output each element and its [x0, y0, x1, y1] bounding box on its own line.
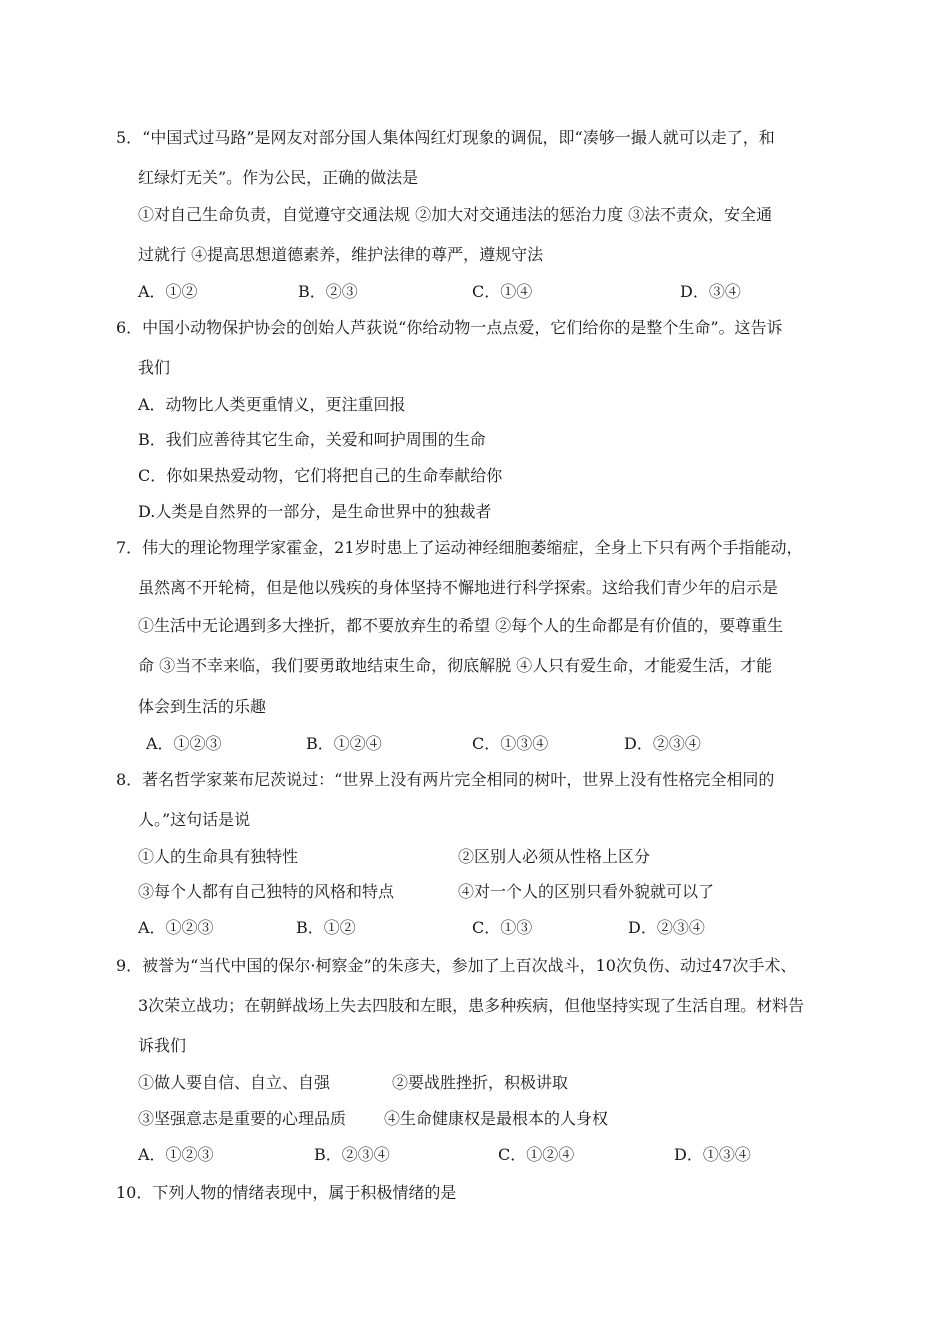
option-b: B．②③④ — [314, 1145, 390, 1164]
statement-line: 命 ③当不幸来临，我们要勇敢地结束生命，彻底解脱 ④人只有爱生命，才能爱生活，才能 — [138, 656, 773, 675]
option-c: C．①④ — [472, 282, 533, 301]
statement-3: ③每个人都有自己独特的风格和特点 — [138, 882, 395, 901]
statement-4: ④生命健康权是最根本的人身权 — [384, 1109, 609, 1128]
question-stem-line: 诉我们 — [138, 1036, 187, 1055]
option-a: A．①②③ — [138, 1145, 214, 1164]
option-c: C．①②④ — [498, 1145, 575, 1164]
question-stem-line: 5．“中国式过马路”是网友对部分国人集体闯红灯现象的调侃，即“凑够一撮人就可以走了，和 — [116, 128, 775, 147]
option-d: D．③④ — [680, 282, 741, 301]
statement-line: ①生活中无论遇到多大挫折，都不要放弃生的希望 ②每个人的生命都是有价值的，要尊重生 — [138, 616, 784, 635]
statement-3: ③坚强意志是重要的心理品质 — [138, 1109, 347, 1128]
option-a: A．①②③ — [138, 918, 214, 937]
statement-2: ②要战胜挫折，积极讲取 — [392, 1073, 569, 1092]
choice-d: D.人类是自然界的一部分，是生命世界中的独裁者 — [138, 502, 492, 521]
statement-line: ①对自己生命负责，自觉遵守交通法规 ②加大对交通违法的惩治力度 ③法不责众，安全通 — [138, 205, 773, 224]
statement-2: ②区别人必须从性格上区分 — [458, 847, 651, 866]
option-c: C．①③④ — [472, 734, 549, 753]
option-b: B．①②④ — [306, 734, 382, 753]
choice-c: C．你如果热爱动物，它们将把自己的生命奉献给你 — [138, 466, 503, 485]
question-stem-line: 10．下列人物的情绪表现中，属于积极情绪的是 — [116, 1183, 457, 1202]
option-a: A．①②③ — [146, 734, 222, 753]
option-d: D．②③④ — [628, 918, 705, 937]
option-d: D．②③④ — [624, 734, 701, 753]
statement-1: ①人的生命具有独特性 — [138, 847, 299, 866]
choice-b: B．我们应善待其它生命，关爱和呵护周围的生命 — [138, 430, 486, 449]
question-stem-line: 9．被誉为“当代中国的保尔·柯察金”的朱彦夫，参加了上百次战斗，10次负伤、动过47次手术、 — [116, 956, 797, 975]
choice-a: A．动物比人类更重情义，更注重回报 — [138, 395, 406, 414]
statement-line: 过就行 ④提高思想道德素养，维护法律的尊严，遵规守法 — [138, 245, 544, 264]
statement-line: 体会到生活的乐趣 — [138, 697, 267, 716]
question-stem-line: 3次荣立战功；在朝鲜战场上失去四肢和左眼，患多种疾病，但他坚持实现了生活自理。材料告 — [138, 996, 805, 1015]
question-stem-line: 6．中国小动物保护协会的创始人芦荻说“你给动物一点点爱，它们给你的是整个生命”。这告诉 — [116, 318, 783, 337]
option-a: A．①② — [138, 282, 198, 301]
question-stem-line: 虽然离不开轮椅，但是他以残疾的身体坚持不懈地进行科学探索。这给我们青少年的启示是 — [138, 578, 779, 597]
option-d: D．①③④ — [674, 1145, 751, 1164]
statement-4: ④对一个人的区别只看外貌就可以了 — [458, 882, 715, 901]
question-stem-line: 7．伟大的理论物理学家霍金，21岁时患上了运动神经细胞萎缩症，全身上下只有两个手指能动， — [116, 538, 803, 557]
option-c: C．①③ — [472, 918, 533, 937]
question-stem-line: 8．著名哲学家莱布尼茨说过：“世界上没有两片完全相同的树叶，世界上没有性格完全相同的 — [116, 770, 775, 789]
option-b: B．①② — [296, 918, 356, 937]
statement-1: ①做人要自信、自立、自强 — [138, 1073, 331, 1092]
question-stem-line: 人。”这句话是说 — [138, 810, 251, 829]
question-stem-line: 红绿灯无关”。作为公民，正确的做法是 — [138, 168, 419, 187]
option-b: B．②③ — [298, 282, 358, 301]
question-stem-line: 我们 — [138, 358, 171, 377]
